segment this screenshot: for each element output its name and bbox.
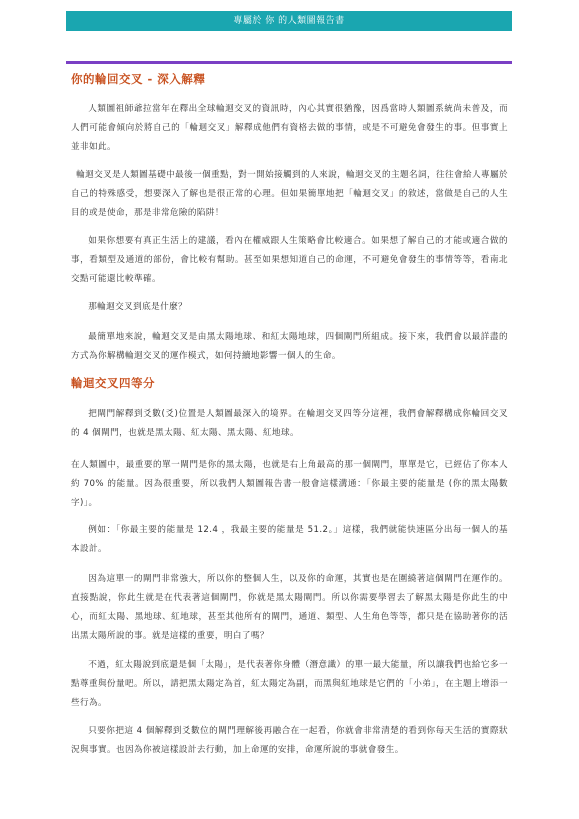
paragraph: 把閘門解釋到爻數(爻)位置是人類圖最深入的境界。在輪迴交叉四等分這裡，我們會解釋構成你輪回交叉的 4 個閘門，也就是黑太陽、紅太陽、黑太陽、紅地球。 bbox=[71, 409, 508, 438]
paragraph: 人類圖祖師爺拉當年在釋出全球輪迴交叉的資訊時，內心其實很猶豫，因爲當時人類圖系統尚未普及，而人們可能會傾向於將自己的「輪迴交叉」解釋成他們有資格去做的事情，或是不可避免會發生的事。但事實上並非如此。 bbox=[71, 104, 508, 152]
paragraph: 例如：「你最主要的能量是 12.4 ，我最主要的能量是 51.2。」這樣，我們就能快速區分出每一個人的基本設計。 bbox=[71, 525, 508, 554]
paragraph: 那輪迴交叉到底是什麼？ bbox=[88, 302, 188, 312]
paragraph: 輪迴交叉是人類圖基礎中最後一個重點，對一開始接觸到的人來說，輪迴交叉的主題名詞，往往會給人專屬於自己的特殊感受，想要深入了解也是很正常的心理。但如果簡單地把「輪迴交叉」的敘述，當做是自己的人生目的或是使命，那是非常危險的陷阱！ bbox=[71, 170, 508, 218]
section-heading-cross-explanation: 你的輪回交叉 - 深入解釋 bbox=[71, 72, 206, 86]
section-divider bbox=[66, 61, 512, 64]
paragraph: 最簡單地來說，輪迴交叉是由黑太陽地球、和紅太陽地球，四個閘門所組成。接下來，我們會以最詳盡的方式為你解構輪迴交叉的運作模式，如何持續地影響一個人的生命。 bbox=[71, 332, 508, 361]
paragraph: 在人類圖中，最重要的單一閘門是你的黑太陽，也就是右上角最高的那一個閘門，單單是它，已經佔了你本人約 70% 的能量。因為很重要，所以我們人類圖報告書一般會這樣溝通：「你最主要的能量是 (你的黑太陽數字)」。 bbox=[71, 460, 508, 508]
paragraph: 不過，紅太陽說到底還是個「太陽」，是代表著你身體（潛意識）的單一最大能量，所以讓我們也給它多一點尊重與份量吧。所以，請把黑太陽定為首，紅太陽定為副，而黑與紅地球是它們的「小弟」，在主題上增添一些行為。 bbox=[71, 660, 508, 708]
report-header-bar bbox=[66, 11, 512, 31]
paragraph: 因為這單一的閘門非常強大，所以你的整個人生，以及你的命運，其實也是在圍繞著這個閘門在運作的。直接點說，你此生就是在代表著這個閘門，你就是黑太陽閘門。所以你需要學習去了解黑太陽是你此生的中心，而紅太陽、黑地球、紅地球，甚至其他所有的閘門，通道、類型、人生角色等等，都只是在協助著你的活出黑太陽所說的事。就是這樣的重要，明白了嗎？ bbox=[71, 574, 508, 641]
section-heading-cross-quarters: 輪迴交叉四等分 bbox=[71, 376, 155, 390]
paragraph: 只要你把這 4 個解釋到爻數位的閘門理解後再融合在一起看，你就會非常清楚的看到你每天生活的實際狀況與事實。也因為你被這樣設計去行動，加上命運的安排，命運所說的事就會發生。 bbox=[71, 726, 508, 755]
report-header-title: 專屬於 你 的人類圖報告書 bbox=[233, 16, 345, 26]
paragraph: 如果你想要有真正生活上的建議，看內在權威跟人生策略會比較適合。如果想了解自己的才能或適合做的事，看類型及通道的部份，會比較有幫助。甚至如果想知道自己的命運，不可避免會發生的事情等等，看南北交點可能還比較準確。 bbox=[71, 236, 508, 284]
